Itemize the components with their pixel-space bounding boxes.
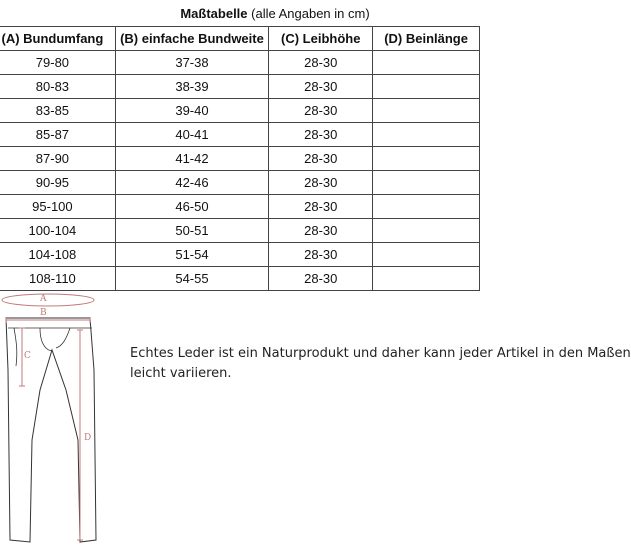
col-header-waist: (A) Bundumfang bbox=[0, 27, 115, 51]
size-table bbox=[0, 26, 480, 291]
trouser-diagram bbox=[0, 290, 110, 550]
cell-inseam bbox=[373, 195, 480, 219]
col-header-rise: (C) Leibhöhe bbox=[269, 27, 373, 51]
table-title-rest: (alle Angaben in cm) bbox=[247, 6, 370, 21]
cell-inseam bbox=[373, 51, 480, 75]
cell-inseam bbox=[373, 219, 480, 243]
cell-inseam bbox=[373, 243, 480, 267]
note-line-2: leicht variieren. bbox=[130, 366, 232, 381]
cell-inseam bbox=[373, 99, 480, 123]
table-title-bold: Maßtabelle bbox=[180, 6, 248, 21]
table-row bbox=[0, 99, 480, 123]
table-row bbox=[0, 171, 480, 195]
table-row bbox=[0, 219, 480, 243]
cell-waist: 90-95 bbox=[0, 171, 115, 195]
cell-rise: 28-30 bbox=[269, 147, 373, 171]
table-row bbox=[0, 243, 480, 267]
cell-rise: 28-30 bbox=[269, 195, 373, 219]
col-header-inseam: (D) Beinlänge bbox=[373, 27, 480, 51]
cell-rise: 28-30 bbox=[269, 171, 373, 195]
cell-inseam bbox=[373, 171, 480, 195]
cell-half-waist: 54-55 bbox=[115, 267, 269, 291]
cell-half-waist: 40-41 bbox=[115, 123, 269, 147]
cell-waist: 100-104 bbox=[0, 219, 115, 243]
cell-waist: 79-80 bbox=[0, 51, 115, 75]
table-row bbox=[0, 195, 480, 219]
cell-rise: 28-30 bbox=[269, 243, 373, 267]
leather-note bbox=[130, 344, 631, 384]
cell-waist: 80-83 bbox=[0, 75, 115, 99]
table-row bbox=[0, 75, 480, 99]
cell-rise: 28-30 bbox=[269, 51, 373, 75]
cell-rise: 28-30 bbox=[269, 75, 373, 99]
cell-waist: 104-108 bbox=[0, 243, 115, 267]
cell-inseam bbox=[373, 147, 480, 171]
cell-waist: 85-87 bbox=[0, 123, 115, 147]
cell-half-waist: 46-50 bbox=[115, 195, 269, 219]
cell-rise: 28-30 bbox=[269, 219, 373, 243]
cell-inseam bbox=[373, 75, 480, 99]
cell-half-waist: 42-46 bbox=[115, 171, 269, 195]
table-row bbox=[0, 267, 480, 291]
table-header-row bbox=[0, 27, 480, 51]
label-a: A bbox=[40, 294, 47, 304]
cell-waist: 87-90 bbox=[0, 147, 115, 171]
table-row bbox=[0, 147, 480, 171]
label-c: C bbox=[24, 351, 31, 361]
col-header-half-waist: (B) einfache Bundweite bbox=[115, 27, 269, 51]
cell-inseam bbox=[373, 123, 480, 147]
cell-half-waist: 51-54 bbox=[115, 243, 269, 267]
waist-circumference-line bbox=[2, 294, 94, 306]
cell-rise: 28-30 bbox=[269, 267, 373, 291]
cell-half-waist: 41-42 bbox=[115, 147, 269, 171]
label-d: D bbox=[84, 433, 92, 443]
label-b: B bbox=[40, 308, 47, 318]
note-line-1: Echtes Leder ist ein Naturprodukt und daher kann jeder Artikel in den Maßen bbox=[130, 346, 631, 361]
cell-half-waist: 50-51 bbox=[115, 219, 269, 243]
table-row bbox=[0, 51, 480, 75]
cell-half-waist: 39-40 bbox=[115, 99, 269, 123]
cell-half-waist: 38-39 bbox=[115, 75, 269, 99]
table-row bbox=[0, 123, 480, 147]
cell-waist: 83-85 bbox=[0, 99, 115, 123]
cell-half-waist: 37-38 bbox=[115, 51, 269, 75]
cell-rise: 28-30 bbox=[269, 99, 373, 123]
trouser-outline bbox=[6, 318, 96, 542]
cell-inseam bbox=[373, 267, 480, 291]
cell-rise: 28-30 bbox=[269, 123, 373, 147]
cell-waist: 95-100 bbox=[0, 195, 115, 219]
cell-waist: 108-110 bbox=[0, 267, 115, 291]
table-title bbox=[0, 4, 550, 24]
